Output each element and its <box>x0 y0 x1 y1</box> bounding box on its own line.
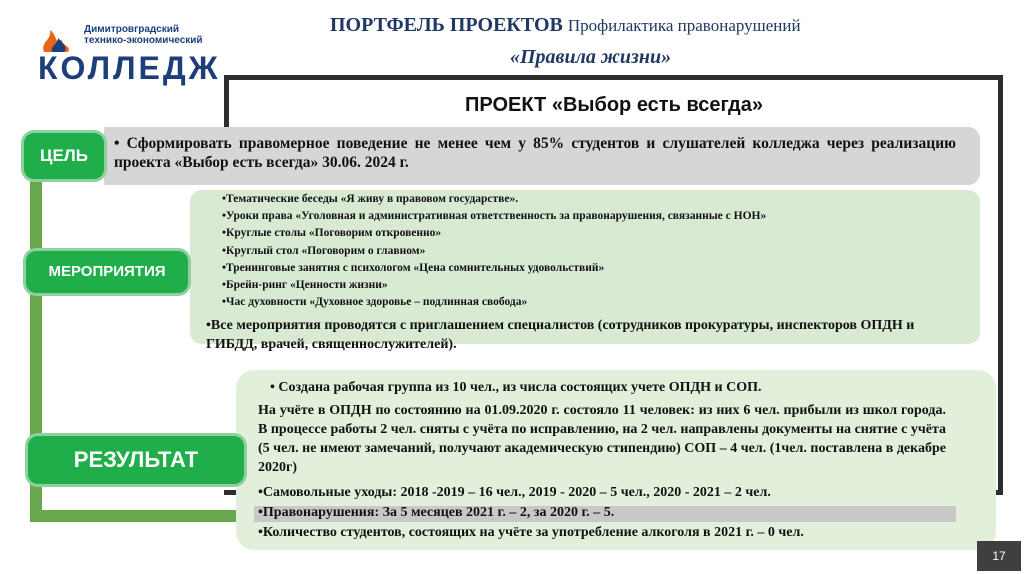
result-label: РЕЗУЛЬТАТ <box>28 436 244 484</box>
logo-name: КОЛЛЕДЖ <box>38 50 221 86</box>
college-logo <box>30 22 221 90</box>
list-item: •Брейн-ринг «Ценности жизни» <box>222 279 388 292</box>
list-item: •Круглые столы «Поговорим откровенно» <box>222 227 442 240</box>
list-item: •Час духовности «Духовное здоровье – подлинная свобода» <box>222 296 528 309</box>
dark-frame-left <box>224 75 229 131</box>
result-offenses: •Правонарушения: За 5 месяцев 2021 г. – 2, за 2020 г. – 5. <box>258 505 615 520</box>
result-alcohol: •Количество студентов, состоящих на учёте за употребление алкоголя в 2021 г. – 0 чел. <box>258 525 804 540</box>
page-number: 17 <box>977 541 1021 571</box>
result-absences: •Самовольные уходы: 2018 -2019 – 16 чел., 2019 - 2020 – 5 чел., 2020 - 2021 – 2 чел. <box>258 485 771 500</box>
logo-subtitle: Димитровградский технико-экономический <box>84 24 203 46</box>
activities-note: •Все мероприятия проводятся с приглашением специалистов (сотрудников прокуратуры, инспекторов ОПДН и ГИБДД, врачей, священнослужителей). <box>206 318 915 352</box>
list-item: •Уроки права «Уголовная и административная ответственность за правонарушения, связанные с НОН» <box>222 210 767 223</box>
page-title: ПОРТФЕЛЬ ПРОЕКТОВ Профилактика правонарушений <box>330 14 801 36</box>
list-item: •Круглый стол «Поговорим о главном» <box>222 244 426 257</box>
goal-text: • Сформировать правомерное поведение не менее чем у 85% студентов и слушателей колледжа через реализацию проекта «Выбор есть всегда» 30.06. 2024 г. <box>114 135 956 171</box>
result-working-group: • Создана рабочая группа из 10 чел., из числа состоящих учете ОПДН и СОП. <box>270 380 762 395</box>
green-frame-bottom <box>30 510 240 522</box>
list-item: •Тренинговые занятия с психологом «Цена сомнительных удовольствий» <box>222 261 605 274</box>
page-subtitle: «Правила жизни» <box>510 46 672 68</box>
goal-label: ЦЕЛЬ <box>24 133 104 179</box>
activities-label: МЕРОПРИЯТИЯ <box>26 251 188 293</box>
activities-list <box>222 191 766 311</box>
project-title: ПРОЕКТ «Выбор есть всегда» <box>465 94 763 116</box>
list-item: •Тематические беседы «Я живу в правовом государстве». <box>222 193 519 205</box>
result-paragraph: На учёте в ОПДН по состоянию на 01.09.2020 г. состояло 11 человек: из них 6 чел. прибыли из школ города. В процессе работы 2 чел. сняты с учёта по исправлению, на 2 чел. направлены документы на снятие с учёта (5 чел. не имеют замечаний, получают академическую стипендию) СОП – 4 чел. (1чел. поставлена в декабре 2020г) <box>258 403 946 475</box>
